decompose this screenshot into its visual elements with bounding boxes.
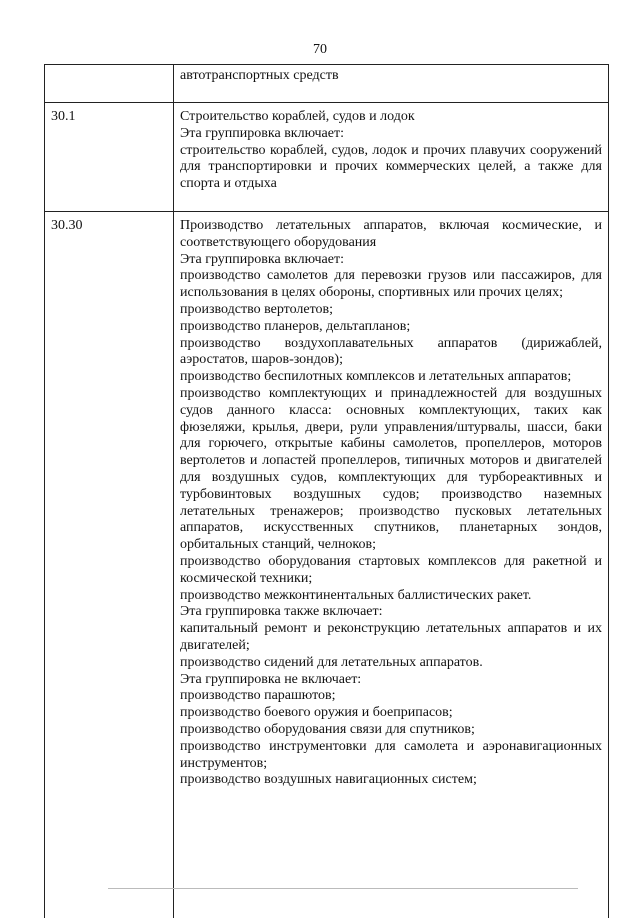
classifier-table	[44, 64, 609, 918]
table-row	[45, 65, 609, 103]
description-line: производство комплектующих и принадлежностей для воздушных судов данного класса: основных комплектующих, таких как фюзеляжи, крылья, двери, рули управления/штурвалы, шасси, баки для горючего, открытые кабины самолетов, пропеллеров, моторов вертолетов и лопастей пропеллеров, типичных моторов и двигателей для воздушных судов, комплектующих для турбореактивных и турбовинтовых воздушных судов; производство наземных летательных тренажеров; производство пусковых летательных аппаратов, искусственных спутников, планетарных зондов, орбитальных станций, челноков;	[180, 386, 602, 554]
description-line: производство оборудования стартовых комплексов для ракетной и космической техники;	[180, 554, 602, 588]
description-cell	[174, 65, 609, 103]
table-row	[45, 212, 609, 918]
description-line: автотранспортных средств	[180, 68, 602, 85]
description-line: производство боевого оружия и боеприпасов;	[180, 705, 602, 722]
section-title: Строительство кораблей, судов и лодок	[180, 109, 602, 126]
description-line: производство беспилотных комплексов и летательных аппаратов;	[180, 369, 602, 386]
description-line: производство воздушных навигационных систем;	[180, 772, 602, 789]
description-line: Эта группировка также включает:	[180, 604, 602, 621]
description-cell	[174, 212, 609, 918]
description-line: производство вертолетов;	[180, 302, 602, 319]
description-line: производство сидений для летательных аппаратов.	[180, 655, 602, 672]
description-line: производство инструментовки для самолета и аэронавигационных инструментов;	[180, 739, 602, 773]
description-line: капитальный ремонт и реконструкцию летательных аппаратов и их двигателей;	[180, 621, 602, 655]
description-line: производство межконтинентальных баллистических ракет.	[180, 588, 602, 605]
description-line: производство планеров, дельтапланов;	[180, 319, 602, 336]
description-line: производство парашютов;	[180, 688, 602, 705]
page-number: 70	[0, 42, 640, 58]
description-line: Эта группировка включает:	[180, 252, 602, 269]
scan-edge-line	[108, 888, 578, 889]
table-row	[45, 103, 609, 212]
code-cell	[45, 65, 174, 103]
description-cell	[174, 103, 609, 212]
code-cell: 30.1	[45, 103, 174, 212]
description-line: производство самолетов для перевозки грузов или пассажиров, для использования в целях обороны, спортивных или прочих целях;	[180, 268, 602, 302]
description-line: Эта группировка включает:	[180, 126, 602, 143]
description-line: строительство кораблей, судов, лодок и прочих плавучих сооружений для транспортировки и прочих коммерческих целей, а также для спорта и отдыха	[180, 143, 602, 193]
description-line: Эта группировка не включает:	[180, 672, 602, 689]
section-title: Производство летательных аппаратов, включая космические, и соответствующего оборудования	[180, 218, 602, 252]
code-cell: 30.30	[45, 212, 174, 918]
description-line: производство оборудования связи для спутников;	[180, 722, 602, 739]
description-line: производство воздухоплавательных аппаратов (дирижаблей, аэростатов, шаров-зондов);	[180, 336, 602, 370]
